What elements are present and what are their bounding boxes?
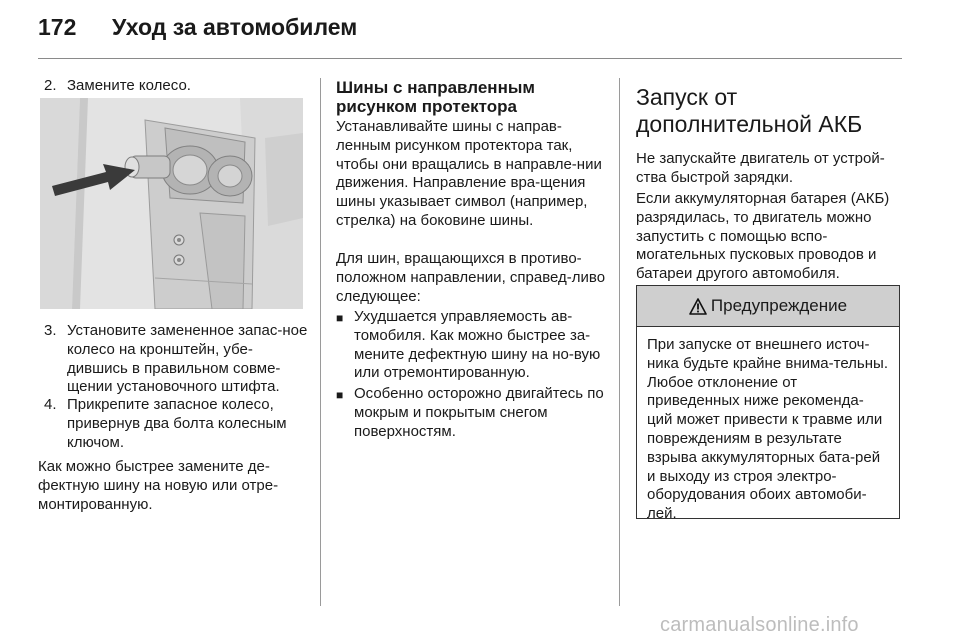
list-item	[336, 308, 612, 383]
jump-start-paragraph-2: Если аккумуляторная батарея (АКБ) разрядилась, то двигатель можно запустить с помощью вспо-могательных пусковых проводов и батареи другого автомобиля.	[636, 190, 890, 283]
spare-wheel-bracket-illustration	[40, 98, 303, 309]
list-item-text: Ухудшается управляемость ав-томобиля. Как можно быстрее за-мените дефектную шину на но-вую или отремонтированную.	[354, 308, 601, 382]
bullet-marker: ■	[336, 388, 344, 402]
directional-tyres-heading: Шины с направленным рисунком протектора	[336, 78, 535, 116]
step-2-number: 2.	[44, 77, 57, 94]
step-4	[44, 396, 310, 452]
warning-title: Предупреждение	[710, 296, 848, 315]
warning-text: При запуске от внешнего источ-ника будьте крайне внима-тельны. Любое отклонение от приведенных ниже рекоменда-ций может привести к травме или повреждениям в результате взрыва аккумуляторных бата-рей и выходу из строя электро-оборудования обоих автомоби-лей.	[647, 336, 888, 523]
step-4-number: 4.	[44, 396, 57, 413]
step-2	[44, 77, 312, 96]
column-divider-1	[320, 78, 321, 606]
warning-triangle-icon	[689, 298, 707, 315]
bullet-marker: ■	[336, 311, 344, 325]
step-3-text: Установите замененное запас-ное колесо на кронштейн, убе-дившись в правильном совме-щении установочного штифта.	[67, 322, 308, 396]
warning-box	[636, 285, 900, 523]
header-divider	[38, 58, 902, 59]
column-divider-2	[619, 78, 620, 606]
step-2-text: Замените колесо.	[67, 77, 191, 94]
jump-start-paragraph-1: Не запускайте двигатель от устрой-ства быстрой зарядки.	[636, 150, 885, 186]
directional-tyres-paragraph-2: Для шин, вращающихся в противо-положном направлении, справед-ливо следующее:	[336, 250, 606, 305]
replace-tyre-paragraph: Как можно быстрее замените де-фектную шину на новую или отре-монтированную.	[38, 458, 279, 513]
watermark: carmanualsonline.info	[660, 614, 859, 636]
step-4-text: Прикрепите запасное колесо, привернув два болта колесным ключом.	[67, 396, 287, 451]
page-number: 172	[38, 14, 77, 40]
jump-start-heading: Запуск от дополнительной АКБ	[636, 84, 863, 137]
step-3-number: 3.	[44, 322, 57, 339]
warning-header	[637, 286, 899, 327]
step-3	[44, 322, 310, 397]
page-section-title: Уход за автомобилем	[112, 14, 358, 40]
list-item-text: Особенно осторожно двигайтесь по мокрым и покрытым снегом поверхностям.	[354, 385, 604, 440]
list-item	[336, 385, 612, 441]
directional-tyres-paragraph-1: Устанавливайте шины с направ-ленным рисунком протектора так, чтобы они вращались в направле-нии движения. Направление вра-щения шины указывает символ (например, стрелка) на боковине шины.	[336, 118, 602, 229]
